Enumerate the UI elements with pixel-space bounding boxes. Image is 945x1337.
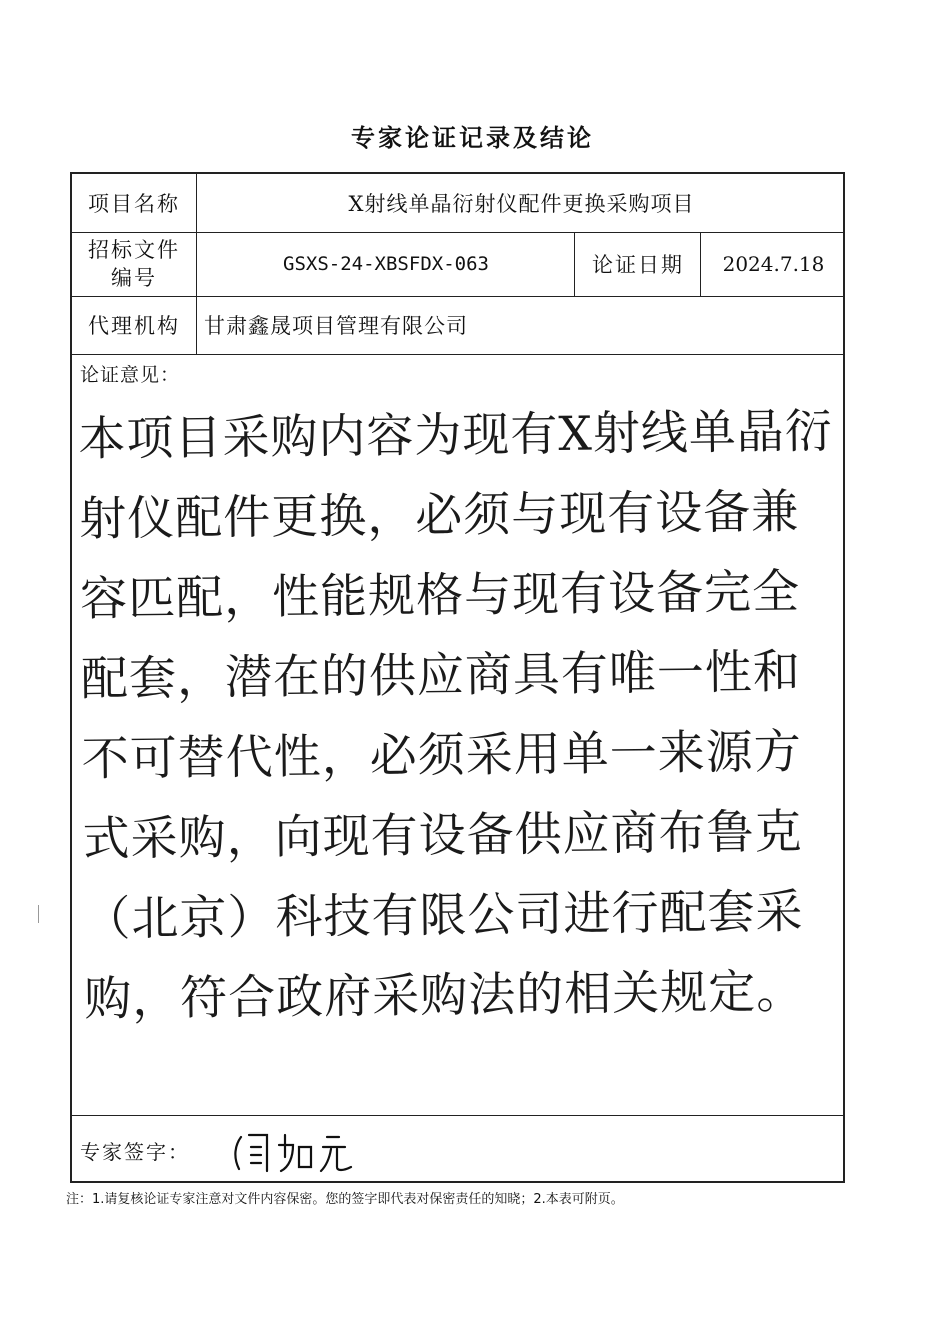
signature-image [227, 1127, 387, 1177]
bid-doc-label-line2: 编号 [111, 266, 157, 290]
opinion-text: 本项目采购内容为现有X射线单晶衍射仪配件更换，必须与现有设备兼容匹配，性能规格与现有设备完全配套，潜在的供应商具有唯一性和不可替代性，必须采用单一来源方式采购，向现有设备供应商布鲁克（北京）科技有限公司进行配套采购，符合政府采购法的相关规定。 [78, 404, 834, 1027]
project-name-label: 项目名称 [88, 192, 180, 216]
date-label: 论证日期 [592, 253, 684, 277]
agency-value: 甘肃鑫晟项目管理有限公司 [204, 314, 468, 338]
bid-doc-label-line1: 招标文件 [88, 238, 180, 262]
signature-label: 专家签字： [80, 1140, 190, 1164]
column-divider [574, 232, 575, 296]
row-divider [72, 354, 843, 355]
row-divider [72, 1115, 843, 1116]
bid-doc-label [72, 232, 196, 296]
margin-mark [38, 905, 43, 923]
column-divider [700, 232, 701, 296]
bid-doc-value: GSXS-24-XBSFDX-063 [283, 253, 489, 275]
agency-label: 代理机构 [88, 314, 180, 338]
project-name-value: X射线单晶衍射仪配件更换采购项目 [348, 192, 695, 216]
page-title: 专家论证记录及结论 [351, 123, 594, 152]
opinion-label: 论证意见： [80, 364, 181, 386]
record-form [70, 172, 845, 1183]
date-value: 2024.7.18 [722, 252, 825, 276]
footnote: 注：1.请复核论证专家注意对文件内容保密。您的签字即代表对保密责任的知晓；2.本表可附页。 [66, 1192, 624, 1207]
column-divider [196, 174, 197, 354]
